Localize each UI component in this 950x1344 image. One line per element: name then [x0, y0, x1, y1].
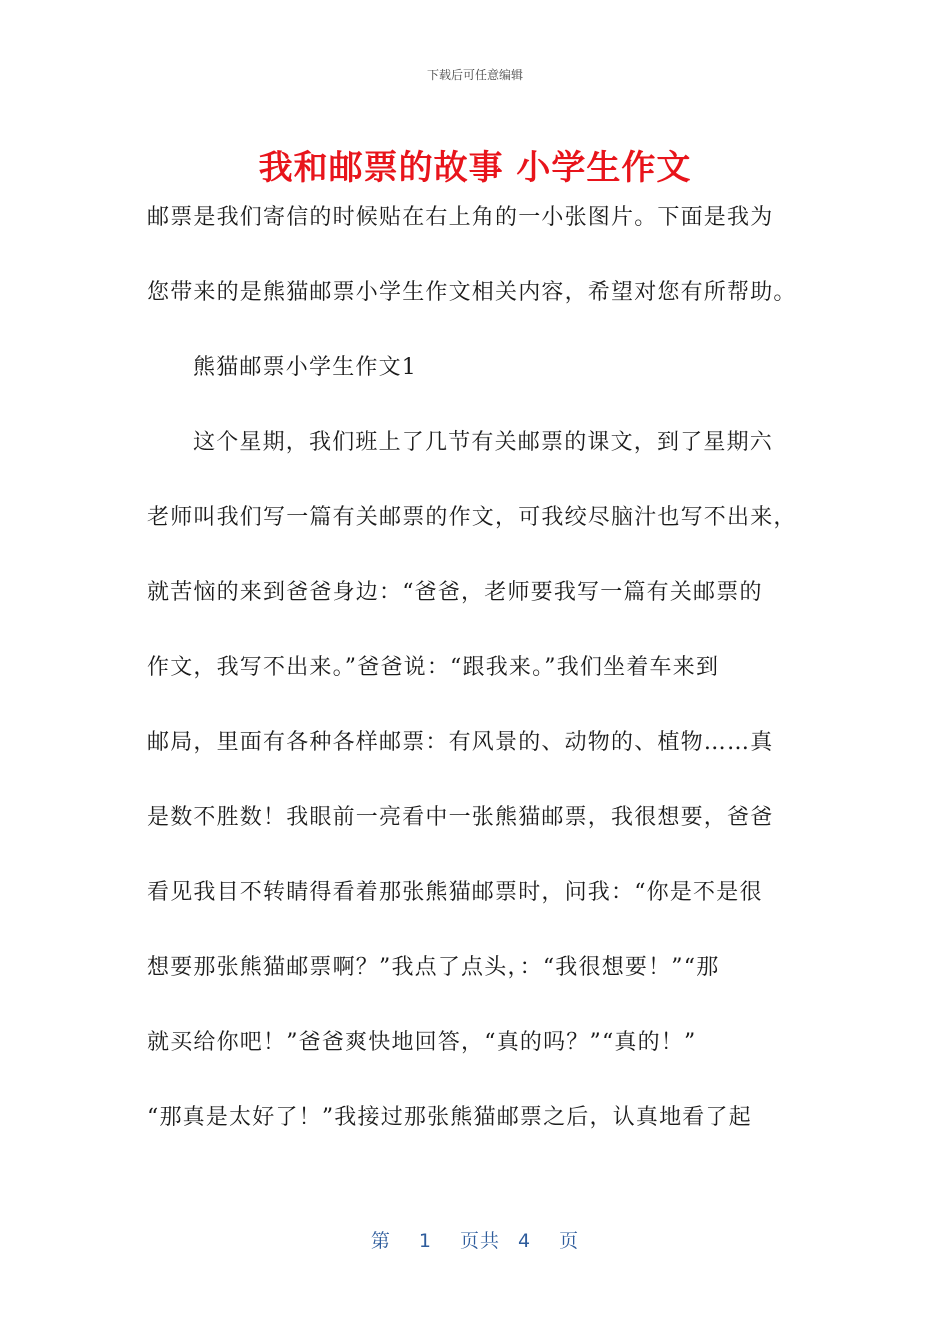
body-line-12: “那真是太好了！”我接过那张熊猫邮票之后，认真地看了起	[147, 1105, 752, 1130]
body-line-1: 邮票是我们寄信的时候贴在右上角的一小张图片。下面是我为	[147, 205, 774, 230]
page-current: 1	[418, 1230, 432, 1252]
header-note: 下载后可任意编辑	[426, 68, 523, 82]
page-label: 第	[370, 1230, 391, 1252]
body-line-3: 这个星期，我们班上了几节有关邮票的课文，到了星期六	[193, 430, 774, 455]
body-line-6: 作文，我写不出来。”爸爸说：“跟我来。”我们坐着车来到	[147, 655, 720, 680]
body-line-2: 您带来的是熊猫邮票小学生作文相关内容，希望对您有所帮助。	[147, 280, 797, 305]
page-footer	[0, 1226, 950, 1253]
body-line-5: 就苦恼的来到爸爸身边：“爸爸，老师要我写一篇有关邮票的	[147, 580, 763, 605]
body-line-10: 想要那张熊猫邮票啊？”我点了点头，：“我很想要！”“那	[147, 955, 720, 980]
body-line-9: 看见我目不转睛得看着那张熊猫邮票时，问我：“你是不是很	[147, 880, 763, 905]
page-total-label: 页共	[459, 1230, 500, 1252]
body-line-4: 老师叫我们写一篇有关邮票的作文，可我绞尽脑汁也写不出来，	[147, 505, 797, 530]
page-suffix: 页	[559, 1230, 580, 1252]
body-line-7: 邮局，里面有各种各样邮票：有风景的、动物的、植物……真	[147, 730, 774, 755]
document-title: 我和邮票的故事 小学生作文	[258, 148, 692, 188]
body-line-11: 就买给你吧！”爸爸爽快地回答，“真的吗？”“真的！”	[147, 1030, 697, 1055]
body-line-8: 是数不胜数！我眼前一亮看中一张熊猫邮票，我很想要，爸爸	[147, 805, 774, 830]
page-total: 4	[518, 1230, 532, 1252]
section-heading: 熊猫邮票小学生作文1	[193, 355, 417, 380]
